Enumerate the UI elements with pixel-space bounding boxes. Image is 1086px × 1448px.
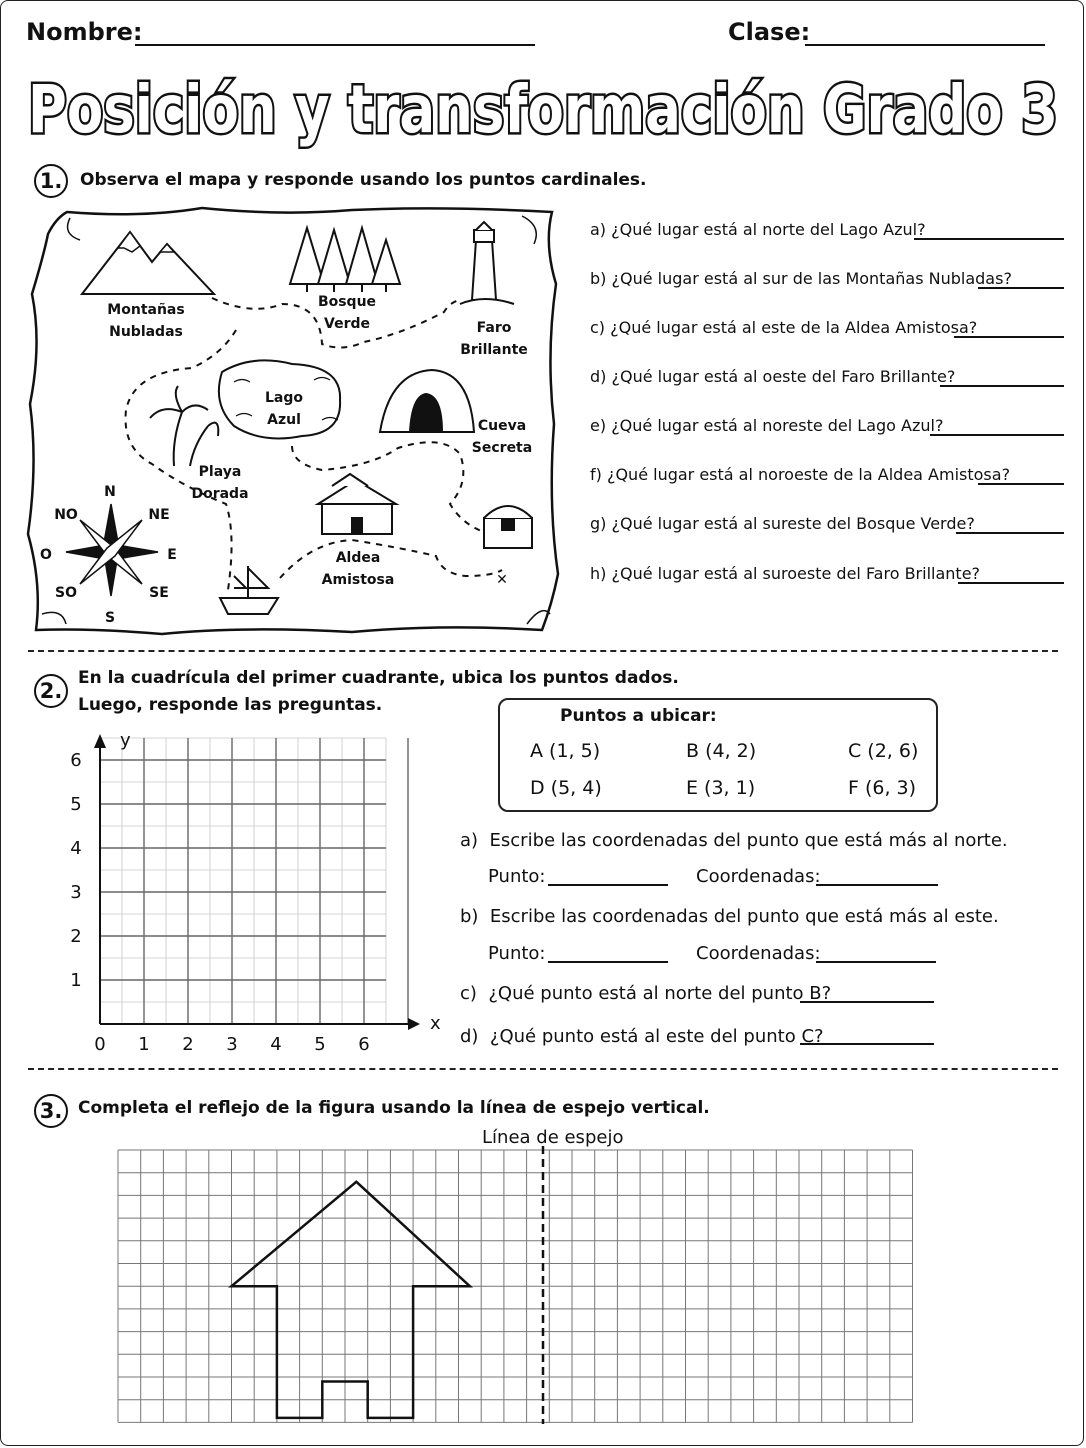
section-divider-2: [28, 1068, 1058, 1070]
q1-g-answer[interactable]: [956, 532, 1064, 534]
q1-a-text: ¿Qué lugar está al norte del Lago Azul?: [611, 220, 926, 239]
q1-g-text: ¿Qué lugar está al sureste del Bosque Verde?: [611, 514, 975, 533]
class-label: Clase:: [728, 18, 811, 46]
q2-c: [460, 983, 831, 1004]
q1-f-text: ¿Qué lugar está al noroeste de la Aldea Amistosa?: [606, 465, 1011, 484]
q2-a-coord-answer[interactable]: [816, 884, 938, 886]
compass-e: E: [167, 547, 177, 563]
title-text: Posición y transformación Grado 3: [28, 71, 1058, 148]
label-village-1: Aldea: [335, 550, 381, 566]
q2-a-coord-label: Coordenadas:: [696, 866, 821, 887]
treasure-map: [22, 204, 567, 638]
house-shape: [232, 1182, 470, 1418]
label-mountains-2: Nubladas: [109, 324, 183, 340]
class-blank[interactable]: [805, 44, 1045, 46]
q1-f-letter: f): [590, 465, 602, 484]
q2-c-letter: c): [460, 983, 477, 1004]
worksheet-title: [0, 54, 1086, 154]
q1-a: [590, 220, 926, 239]
x-tick-label: 0: [94, 1034, 106, 1055]
point-f: F (6, 3): [848, 777, 917, 799]
section-2-number: 2.: [34, 674, 68, 708]
q1-d-text: ¿Qué lugar está al oeste del Faro Brillante?: [611, 367, 956, 386]
x-tick-label: 1: [138, 1034, 150, 1055]
q1-h-answer[interactable]: [958, 582, 1064, 584]
q2-a-letter: a): [460, 830, 479, 851]
q1-d-answer[interactable]: [940, 385, 1064, 387]
q1-g: [590, 514, 975, 533]
y-tick-label: 2: [70, 926, 82, 947]
point-c: C (2, 6): [848, 740, 919, 762]
y-tick-label: 4: [70, 838, 82, 859]
q2-b: [460, 906, 999, 927]
x-tick-label: 2: [182, 1034, 194, 1055]
q2-b-text: Escribe las coordenadas del punto que está más al este.: [489, 906, 999, 927]
label-lake-2: Azul: [267, 412, 301, 428]
treasure-chest-icon: [484, 506, 532, 548]
section-1-instruction: Observa el mapa y responde usando los puntos cardinales.: [80, 170, 647, 190]
point-b: B (4, 2): [686, 740, 757, 762]
label-lighthouse-2: Brillante: [460, 342, 528, 358]
q2-d: [460, 1026, 824, 1047]
q1-c-text: ¿Qué lugar está al este de la Aldea Amistosa?: [610, 318, 978, 337]
label-cave-2: Secreta: [471, 440, 533, 456]
label-village-2: Amistosa: [321, 572, 395, 588]
q2-c-answer[interactable]: [800, 1001, 934, 1003]
q2-a-punto-answer[interactable]: [548, 884, 668, 886]
q1-c-letter: c): [590, 318, 606, 337]
x-tick-label: 6: [358, 1034, 370, 1055]
label-forest-2: Verde: [324, 316, 370, 332]
label-lake-1: Lago: [264, 390, 304, 406]
q2-b-letter: b): [460, 906, 479, 927]
compass-n: N: [104, 484, 116, 500]
compass-so: SO: [55, 585, 77, 601]
compass-ne: NE: [148, 507, 170, 523]
section-3-instruction: Completa el reflejo de la figura usando la línea de espejo vertical.: [78, 1098, 710, 1118]
x-tick-label: 5: [314, 1034, 326, 1055]
q1-e: [590, 416, 943, 435]
section-2-instruction-2: Luego, responde las preguntas.: [78, 695, 383, 715]
section-3-number: 3.: [34, 1094, 68, 1128]
y-axis-label: y: [120, 730, 131, 751]
q1-f-answer[interactable]: [978, 483, 1064, 485]
q1-e-letter: e): [590, 416, 607, 435]
q2-b-coord-label: Coordenadas:: [696, 943, 821, 964]
q2-d-letter: d): [460, 1026, 479, 1047]
q1-a-letter: a): [590, 220, 607, 239]
q2-a-punto-label: Punto:: [488, 866, 546, 887]
y-tick-label: 3: [70, 882, 82, 903]
section-1-number: 1.: [34, 164, 68, 198]
q1-d: [590, 367, 955, 386]
compass-s: S: [104, 610, 116, 626]
q1-b: [590, 269, 1012, 288]
y-tick-label: 1: [70, 970, 82, 991]
q2-a-text: Escribe las coordenadas del punto que está más al norte.: [489, 830, 1008, 851]
q2-b-coord-answer[interactable]: [816, 961, 936, 963]
label-mountains-1: Montañas: [107, 302, 185, 318]
q2-d-answer[interactable]: [800, 1043, 934, 1045]
q1-c-answer[interactable]: [954, 336, 1064, 338]
q2-b-punto-answer[interactable]: [548, 961, 668, 963]
name-blank[interactable]: [135, 44, 535, 46]
mirror-line-label: Línea de espejo: [482, 1127, 624, 1148]
label-cave-1: Cueva: [477, 418, 527, 434]
y-tick-label: 6: [70, 750, 82, 771]
compass-no: NO: [54, 507, 78, 523]
label-beach-2: Dorada: [191, 486, 249, 502]
q1-b-answer[interactable]: [978, 287, 1064, 289]
label-beach-1: Playa: [198, 464, 242, 480]
label-forest-1: Bosque: [317, 294, 377, 310]
points-title: Puntos a ubicar:: [560, 706, 717, 726]
q1-b-letter: b): [590, 269, 607, 288]
compass-o: O: [40, 547, 52, 563]
q1-d-letter: d): [590, 367, 607, 386]
label-lighthouse-1: Faro: [476, 320, 512, 336]
point-a: A (1, 5): [530, 740, 601, 762]
x-axis-label: x: [430, 1013, 441, 1034]
q1-c: [590, 318, 977, 337]
q1-f: [590, 465, 1010, 484]
x-tick-label: 3: [226, 1034, 238, 1055]
section-2-instruction-1: En la cuadrícula del primer cuadrante, ubica los puntos dados.: [78, 668, 679, 688]
q2-c-text: ¿Qué punto está al norte del punto B?: [488, 983, 832, 1004]
x-mark-icon: ✕: [496, 572, 508, 588]
q1-g-letter: g): [590, 514, 607, 533]
name-label: Nombre:: [26, 18, 143, 46]
coordinate-grid: [56, 726, 446, 1060]
q2-b-punto-label: Punto:: [488, 943, 546, 964]
y-tick-label: 5: [70, 794, 82, 815]
x-tick-label: 4: [270, 1034, 282, 1055]
q1-h-letter: h): [590, 564, 607, 583]
q1-h-text: ¿Qué lugar está al suroeste del Faro Brillante?: [611, 564, 981, 583]
q2-a: [460, 830, 1008, 851]
point-d: D (5, 4): [530, 777, 602, 799]
q1-e-text: ¿Qué lugar está al noreste del Lago Azul?: [611, 416, 944, 435]
q1-b-text: ¿Qué lugar está al sur de las Montañas Nubladas?: [611, 269, 1012, 288]
compass-se: SE: [149, 585, 169, 601]
q2-d-text: ¿Qué punto está al este del punto C?: [489, 1026, 824, 1047]
q1-h: [590, 564, 980, 583]
q1-a-answer[interactable]: [914, 238, 1064, 240]
point-e: E (3, 1): [686, 777, 756, 799]
reflection-grid: [110, 1146, 922, 1426]
section-divider-1: [28, 650, 1058, 652]
q1-e-answer[interactable]: [930, 434, 1064, 436]
